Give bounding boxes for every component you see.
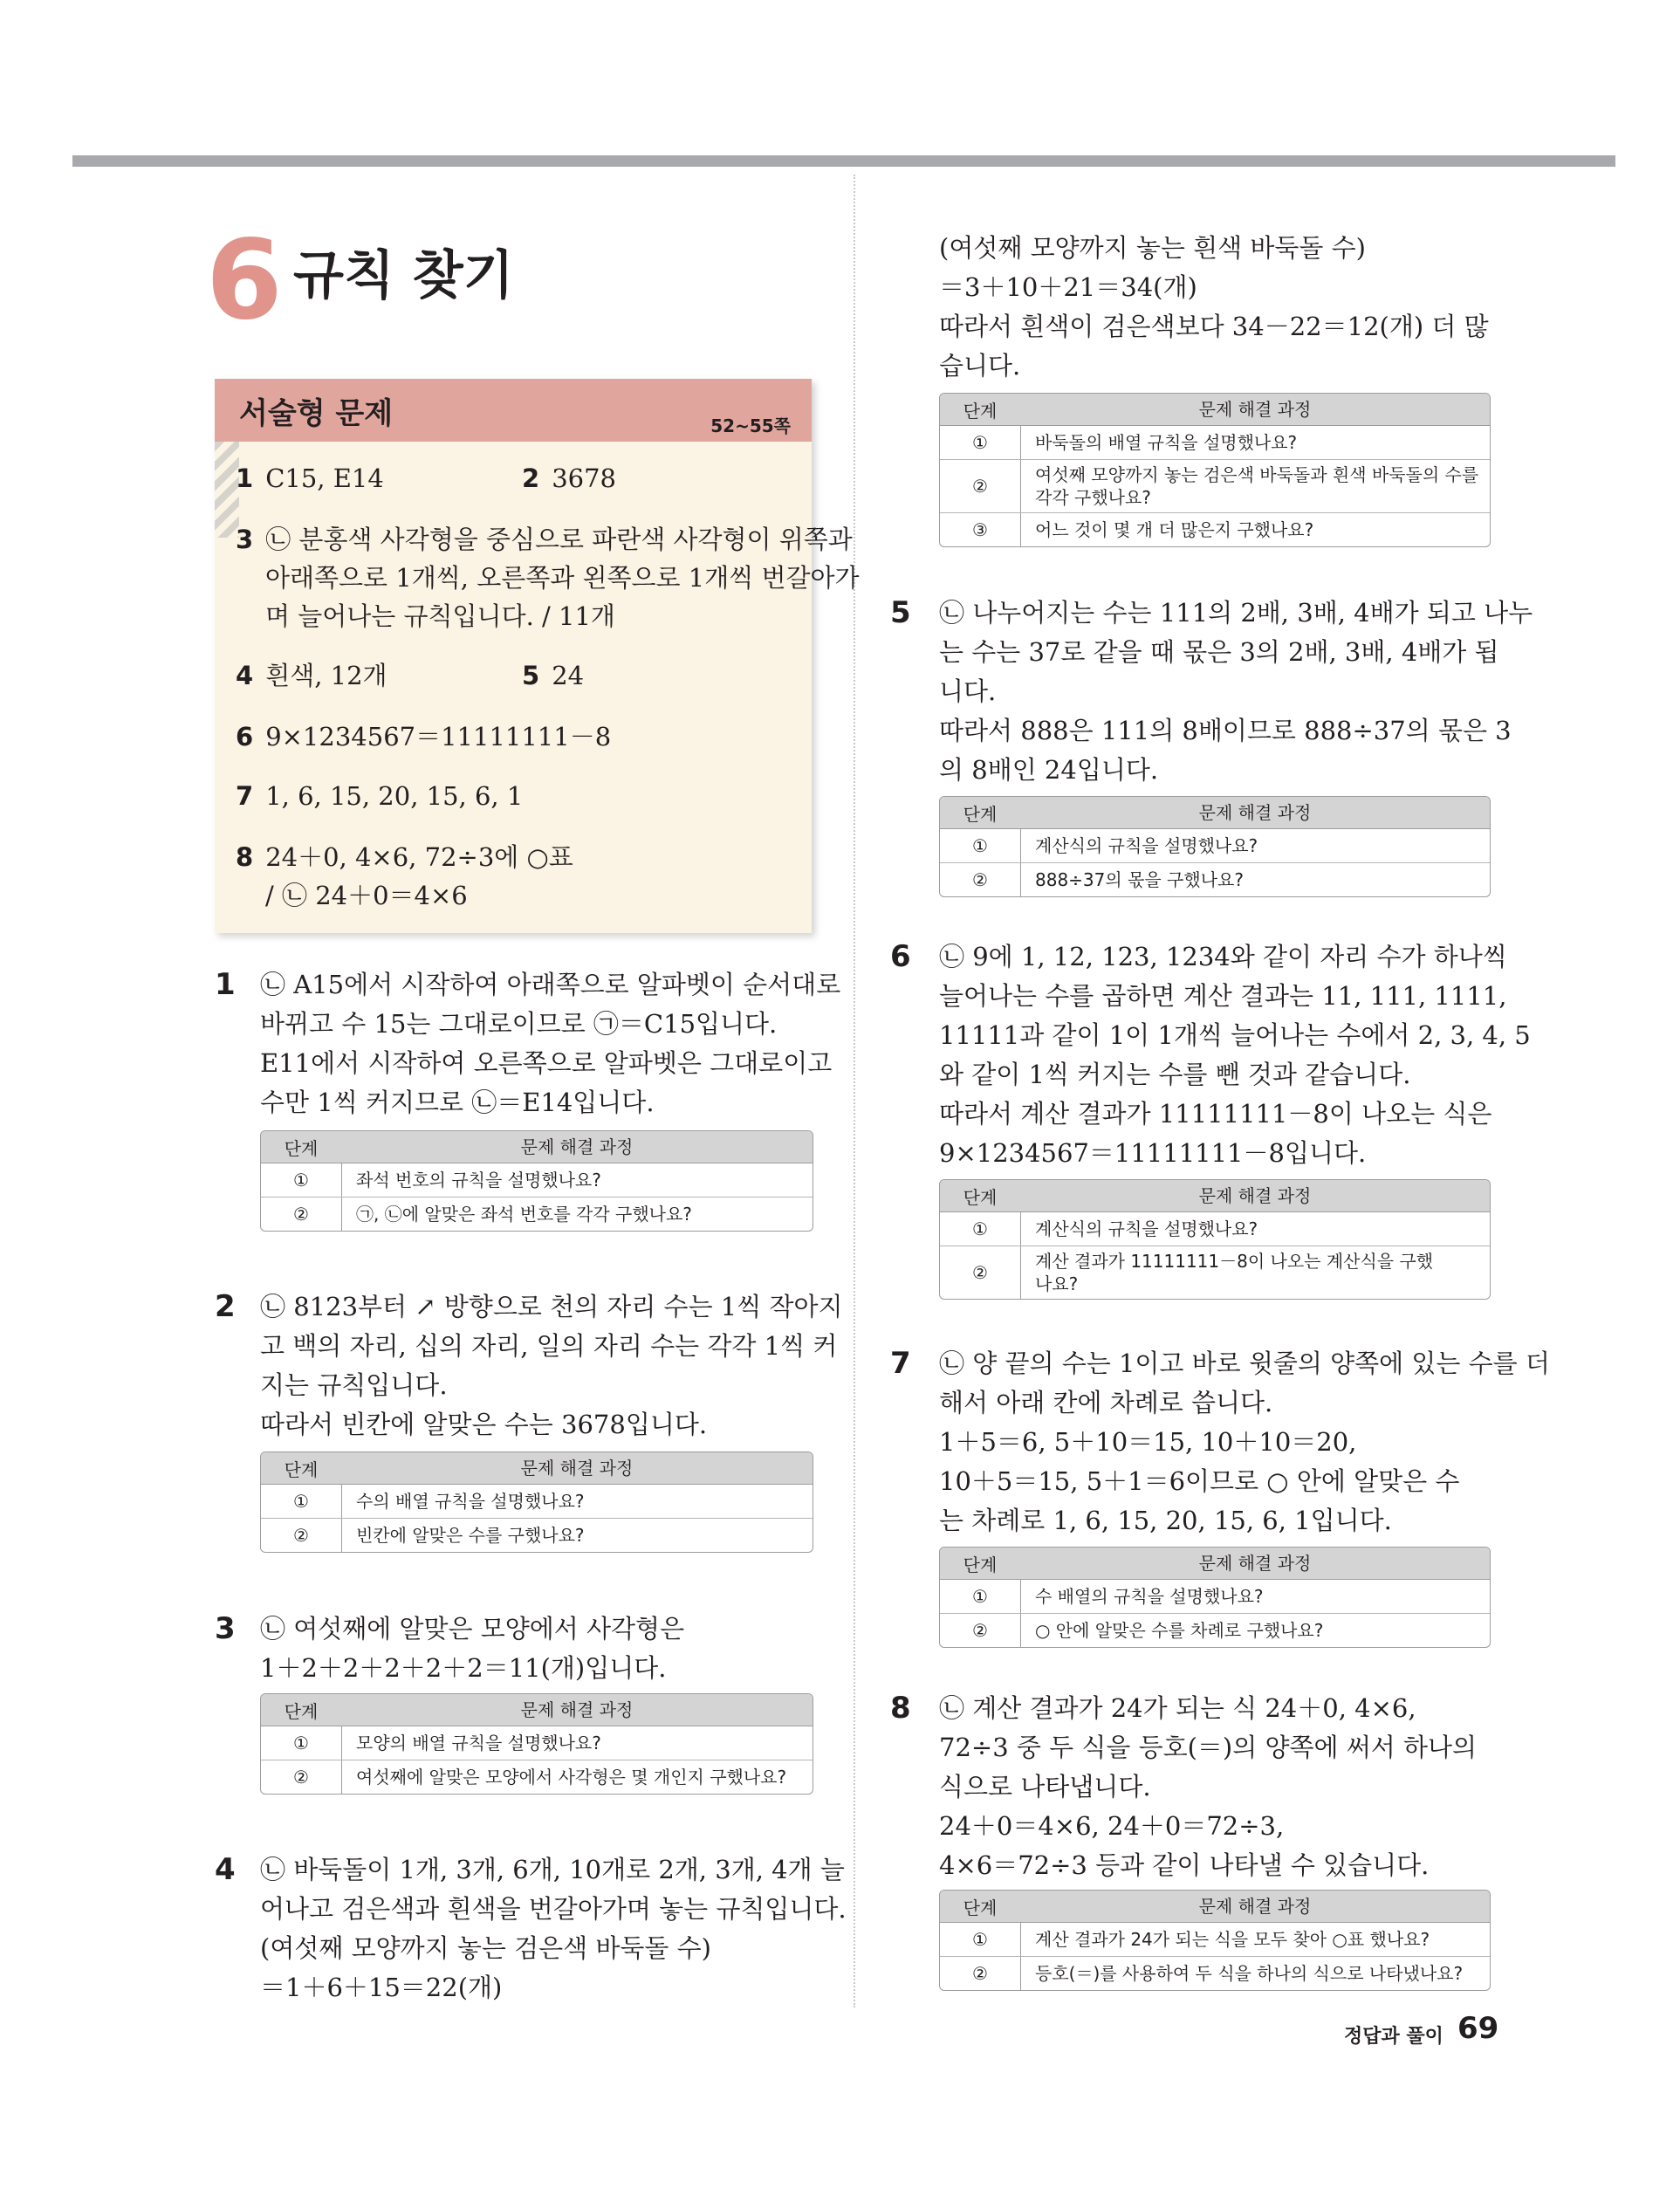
summary-item-3: 3 ㉡ 분홍색 사각형을 중심으로 파란색 사각형이 위쪽과 [236, 525, 853, 554]
problem-6-line4: 와 같이 1씩 커지는 수를 뺀 것과 같습니다. [939, 1060, 1411, 1089]
problem-7-line3: 1＋5＝6, 5＋10＝15, 10＋10＝20, [939, 1427, 1357, 1457]
summary-item-8-line2: / ㉡ 24＋0＝4×6 [265, 881, 468, 910]
column-divider [854, 175, 855, 2007]
problem-6-line3: 11111과 같이 1이 1개씩 늘어나는 수에서 2, 3, 4, 5 [939, 1020, 1531, 1050]
problem-3-line1: ㉡ 여섯째에 알맞은 모양에서 사각형은 [260, 1614, 685, 1644]
table-row: ② 여섯째에 알맞은 모양에서 사각형은 몇 개인지 구했나요? [261, 1760, 813, 1794]
problem-5-line2: 는 수는 37로 같을 때 몫은 3의 2배, 3배, 4배가 됩 [939, 637, 1499, 667]
table-header-step: 단계 [284, 1458, 319, 1480]
footer-label: 정답과 풀이 [1344, 2026, 1443, 2048]
summary-header [215, 379, 812, 442]
chapter-number: 6 [206, 216, 283, 344]
summary-item-3-line2: 아래쪽으로 1개씩, 오른쪽과 왼쪽으로 1개씩 번갈아가 [265, 563, 860, 593]
table-row: ② 계산 결과가 11111111－8이 나오는 계산식을 구했 나요? [940, 1246, 1490, 1299]
problem-7-line2: 해서 아래 칸에 차례로 씁니다. [939, 1388, 1273, 1417]
table-row: ① 계산식의 규칙을 설명했나요? [940, 829, 1490, 863]
problem-7-number: 7 [890, 1346, 911, 1381]
problem-2-line4: 따라서 빈칸에 알맞은 수는 3678입니다. [260, 1410, 708, 1439]
problem-5-line1: ㉡ 나누어지는 수는 111의 2배, 3배, 4배가 되고 나누 [939, 598, 1533, 628]
problem-5-line3: 니다. [939, 676, 997, 706]
table-row: ① 모양의 배열 규칙을 설명했나요? [261, 1726, 813, 1760]
problem-6-number: 6 [890, 939, 911, 974]
problem-7-table [939, 1547, 1491, 1648]
summary-item-2: 2 3678 [522, 463, 616, 493]
problem-8-line3: 식으로 나타냅니다. [939, 1772, 1151, 1802]
table-header-process: 문제 해결 과정 [1198, 399, 1312, 420]
problem-3-table [260, 1693, 813, 1795]
table-header-step: 단계 [284, 1700, 319, 1722]
table-row: ① 수 배열의 규칙을 설명했나요? [940, 1580, 1490, 1614]
table-row: ③ 어느 것이 몇 개 더 많은지 구했나요? [940, 513, 1490, 546]
problem-8-line1: ㉡ 계산 결과가 24가 되는 식 24＋0, 4×6, [939, 1693, 1416, 1723]
table-row: ① 계산 결과가 24가 되는 식을 모두 찾아 ○표 했나요? [940, 1923, 1490, 1957]
problem-4-line2: 어나고 검은색과 흰색을 번갈아가며 놓는 규칙입니다. [260, 1894, 847, 1924]
page-number: 69 [1457, 2011, 1499, 2046]
problem-5-table [939, 796, 1491, 897]
problem-2-table [260, 1452, 813, 1553]
problem-1-table [260, 1130, 813, 1232]
table-row: ① 계산식의 규칙을 설명했나요? [940, 1212, 1490, 1246]
table-row: ② 등호(＝)를 사용하여 두 식을 하나의 식으로 나타냈나요? [940, 1957, 1490, 1990]
problem-6-line5: 따라서 계산 결과가 11111111－8이 나오는 식은 [939, 1099, 1492, 1129]
problem-1-line3: E11에서 시작하여 오른쪽으로 알파벳은 그대로이고 [260, 1048, 833, 1078]
problem-4-table [939, 393, 1491, 547]
summary-item-1: 1 C15, E14 [236, 463, 384, 493]
chapter-title: 규칙 찾기 [293, 245, 514, 306]
problem-5-line5: 의 8배인 24입니다. [939, 755, 1159, 785]
table-row: ① 좌석 번호의 규칙을 설명했나요? [261, 1163, 813, 1198]
table-header-step: 단계 [963, 1897, 998, 1918]
problem-7-line1: ㉡ 양 끝의 수는 1이고 바로 윗줄의 양쪽에 있는 수를 더 [939, 1349, 1550, 1378]
top-rule [72, 155, 1615, 167]
problem-6-line6: 9×1234567＝11111111－8입니다. [939, 1138, 1367, 1168]
table-header-step: 단계 [963, 1554, 998, 1575]
table-header-process: 문제 해결 과정 [520, 1136, 634, 1157]
problem-4-cont-line3: 따라서 흰색이 검은색보다 34－22＝12(개) 더 많 [939, 312, 1489, 341]
problem-1-line2: 바뀌고 수 15는 그대로이므로 ㉠＝C15입니다. [260, 1009, 778, 1039]
problem-8-line4: 24＋0＝4×6, 24＋0＝72÷3, [939, 1811, 1285, 1841]
problem-4-line3: (여섯째 모양까지 놓는 검은색 바둑돌 수) [260, 1933, 711, 1963]
table-header-step: 단계 [284, 1137, 319, 1159]
problem-4-line4: ＝1＋6＋15＝22(개) [260, 1973, 503, 2002]
problem-8-line5: 4×6＝72÷3 등과 같이 나타낼 수 있습니다. [939, 1850, 1430, 1880]
problem-8-line2: 72÷3 중 두 식을 등호(＝)의 양쪽에 써서 하나의 [939, 1733, 1478, 1762]
problem-4-line1: ㉡ 바둑돌이 1개, 3개, 6개, 10개로 2개, 3개, 4개 늘 [260, 1855, 845, 1884]
table-header-process: 문제 해결 과정 [520, 1699, 634, 1720]
table-header-step: 단계 [963, 400, 998, 422]
problem-2-line2: 고 백의 자리, 십의 자리, 일의 자리 수는 각각 1씩 커 [260, 1331, 838, 1361]
problem-2-number: 2 [215, 1289, 236, 1324]
summary-item-8: 8 24＋0, 4×6, 72÷3에 ○표 [236, 842, 573, 872]
problem-1-line4: 수만 1씩 커지므로 ㉡＝E14입니다. [260, 1088, 655, 1117]
problem-6-table [939, 1179, 1491, 1300]
problem-7-line4: 10＋5＝15, 5＋1＝6이므로 ○ 안에 알맞은 수 [939, 1466, 1460, 1496]
table-row: ① 수의 배열 규칙을 설명했나요? [261, 1485, 813, 1519]
table-row: ② 여섯째 모양까지 놓는 검은색 바둑돌과 흰색 바둑돌의 수를 각각 구했나요? [940, 460, 1490, 513]
summary-item-7: 7 1, 6, 15, 20, 15, 6, 1 [236, 781, 524, 811]
problem-1-line1: ㉡ A15에서 시작하여 아래쪽으로 알파벳이 순서대로 [260, 970, 841, 999]
problem-3-number: 3 [215, 1611, 236, 1646]
summary-box [215, 379, 860, 933]
summary-item-6: 6 9×1234567＝11111111－8 [236, 722, 612, 751]
table-header-process: 문제 해결 과정 [1198, 802, 1312, 823]
problem-8-number: 8 [890, 1691, 911, 1726]
table-header-step: 단계 [963, 1186, 998, 1208]
summary-title: 서술형 문제 [239, 396, 394, 431]
table-header-process: 문제 해결 과정 [1198, 1553, 1312, 1574]
table-header-process: 문제 해결 과정 [520, 1458, 634, 1479]
problem-6-line1: ㉡ 9에 1, 12, 123, 1234와 같이 자리 수가 하나씩 [939, 942, 1507, 971]
table-row: ② 빈칸에 알맞은 수를 구했나요? [261, 1519, 813, 1552]
table-header-process: 문제 해결 과정 [1198, 1896, 1312, 1917]
problem-4-cont-line2: ＝3＋10＋21＝34(개) [939, 272, 1197, 302]
summary-item-3-line3: 며 늘어나는 규칙입니다. / 11개 [265, 601, 615, 631]
table-row: ① 바둑돌의 배열 규칙을 설명했나요? [940, 426, 1490, 460]
table-row: ② ㉠, ㉡에 알맞은 좌석 번호를 각각 구했나요? [261, 1198, 813, 1231]
problem-1-number: 1 [215, 967, 236, 1002]
table-row: ② 888÷37의 몫을 구했나요? [940, 863, 1490, 896]
summary-item-5: 5 24 [522, 661, 585, 690]
problem-4-cont-line4: 습니다. [939, 351, 1021, 381]
problem-3-line2: 1＋2＋2＋2＋2＋2＝11(개)입니다. [260, 1653, 667, 1683]
problem-2-line3: 지는 규칙입니다. [260, 1370, 448, 1400]
problem-2-line1: ㉡ 8123부터 ↗ 방향으로 천의 자리 수는 1씩 작아지 [260, 1292, 843, 1321]
problem-7-line5: 는 차례로 1, 6, 15, 20, 15, 6, 1입니다. [939, 1506, 1392, 1535]
problem-4-cont-line1: (여섯째 모양까지 놓는 흰색 바둑돌 수) [939, 233, 1366, 263]
problem-4-number: 4 [215, 1852, 236, 1887]
problem-5-line4: 따라서 888은 111의 8배이므로 888÷37의 몫은 3 [939, 716, 1512, 745]
table-row: ② ○ 안에 알맞은 수를 차례로 구했나요? [940, 1614, 1490, 1647]
summary-item-4: 4 흰색, 12개 [236, 661, 387, 690]
summary-pages: 52~55쪽 [710, 415, 791, 436]
table-header-process: 문제 해결 과정 [1198, 1185, 1312, 1206]
table-header-step: 단계 [963, 803, 998, 825]
problem-6-line2: 늘어나는 수를 곱하면 계산 결과는 11, 111, 1111, [939, 981, 1507, 1011]
problem-5-number: 5 [890, 595, 911, 630]
problem-8-table [939, 1890, 1491, 1991]
